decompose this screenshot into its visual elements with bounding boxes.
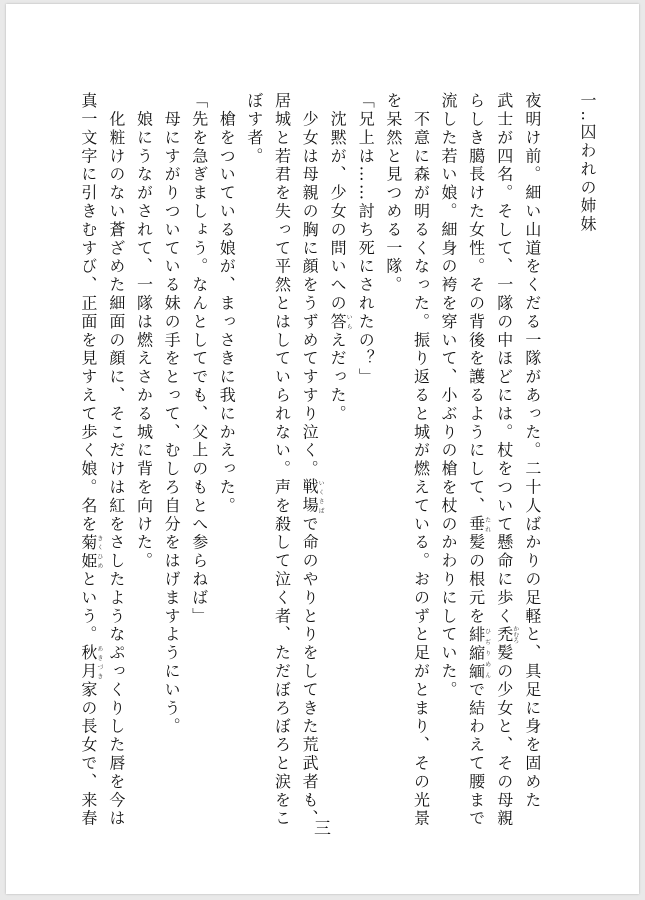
text-line: ぼす者。 xyxy=(244,92,264,166)
text-line: 居城と若君を失って平然とはしていられない。声を殺して泣く者、ただぼろぼろと涙をこ xyxy=(272,92,292,828)
text-line: 「兄上は……討ち死にされたの？」 xyxy=(356,92,376,387)
text-line: 「先を急ぎましょう。なんとしてでも、父上のもとへ参らねば」 xyxy=(189,92,209,626)
text-line: 少女は母親の胸に顔をうずめてすすり泣く。戦場いくさばで命のやりとりをしてきた荒武者も、 xyxy=(300,92,325,829)
ruby-annotation: ひぢりめん xyxy=(483,625,491,681)
ruby-annotation: きくひめ xyxy=(95,533,103,571)
text-line: 化粧けのない蒼ざめた細面の顔に、そこだけは紅をさしたようなぷっくりした唇を今は xyxy=(106,92,126,828)
vertical-text-body xyxy=(74,92,601,829)
text-line: 武士が四名。そして、一隊の中ほどには。杖をついて懸命に歩く禿かむろ髪の少女と、その母親 xyxy=(494,92,519,829)
text-line: 沈黙が、少女の問いへの答いらえだった。 xyxy=(328,92,353,424)
ruby-annotation: いくさば xyxy=(317,478,325,516)
text-line: 槍をついている娘が、まっさきに我にかえった。 xyxy=(217,92,237,516)
manuscript-page xyxy=(6,4,639,894)
text-line: 真一文字に引きむすび、正面を見すえて歩く娘。名を菊姫きくひめという。秋月あきづき家の長女で、来春 xyxy=(78,92,103,829)
text-line: 夜明け前。細い山道をくだる一隊があった。二十人ばかりの足軽と、具足に身を固めた xyxy=(522,92,542,810)
page-number: 三 xyxy=(314,819,331,839)
ruby-annotation: いら xyxy=(345,312,353,332)
ruby-annotation: あきづき xyxy=(95,644,103,681)
ruby-annotation: かむろ xyxy=(511,625,519,645)
text-line: 流した若い娘。細身の袴を穿いて、小ぶりの槍を杖のかわりにしていた。 xyxy=(439,92,459,700)
text-line: 母にすがりついている妹の手をとって、むしろ自分をはげますようにいう。 xyxy=(162,92,182,736)
ruby-annotation: たれ xyxy=(483,515,491,534)
text-line: 不意に森が明るくなった。振り返ると城が燃えている。おのずと足がとまり、その光景 xyxy=(411,92,431,828)
chapter-title: 一‥囚われの姉妹 xyxy=(578,92,597,234)
text-line: を呆然と見つめる一隊。 xyxy=(383,92,403,295)
text-line: らしき臈長けた女性。その背後を護るようにして、垂たれ髪の根元を緋縮緬ひぢりめんで結わえて腰まで xyxy=(466,92,491,829)
text-line: 娘にうながされて、一隊は燃えさかる城に背を向けた。 xyxy=(134,92,154,571)
